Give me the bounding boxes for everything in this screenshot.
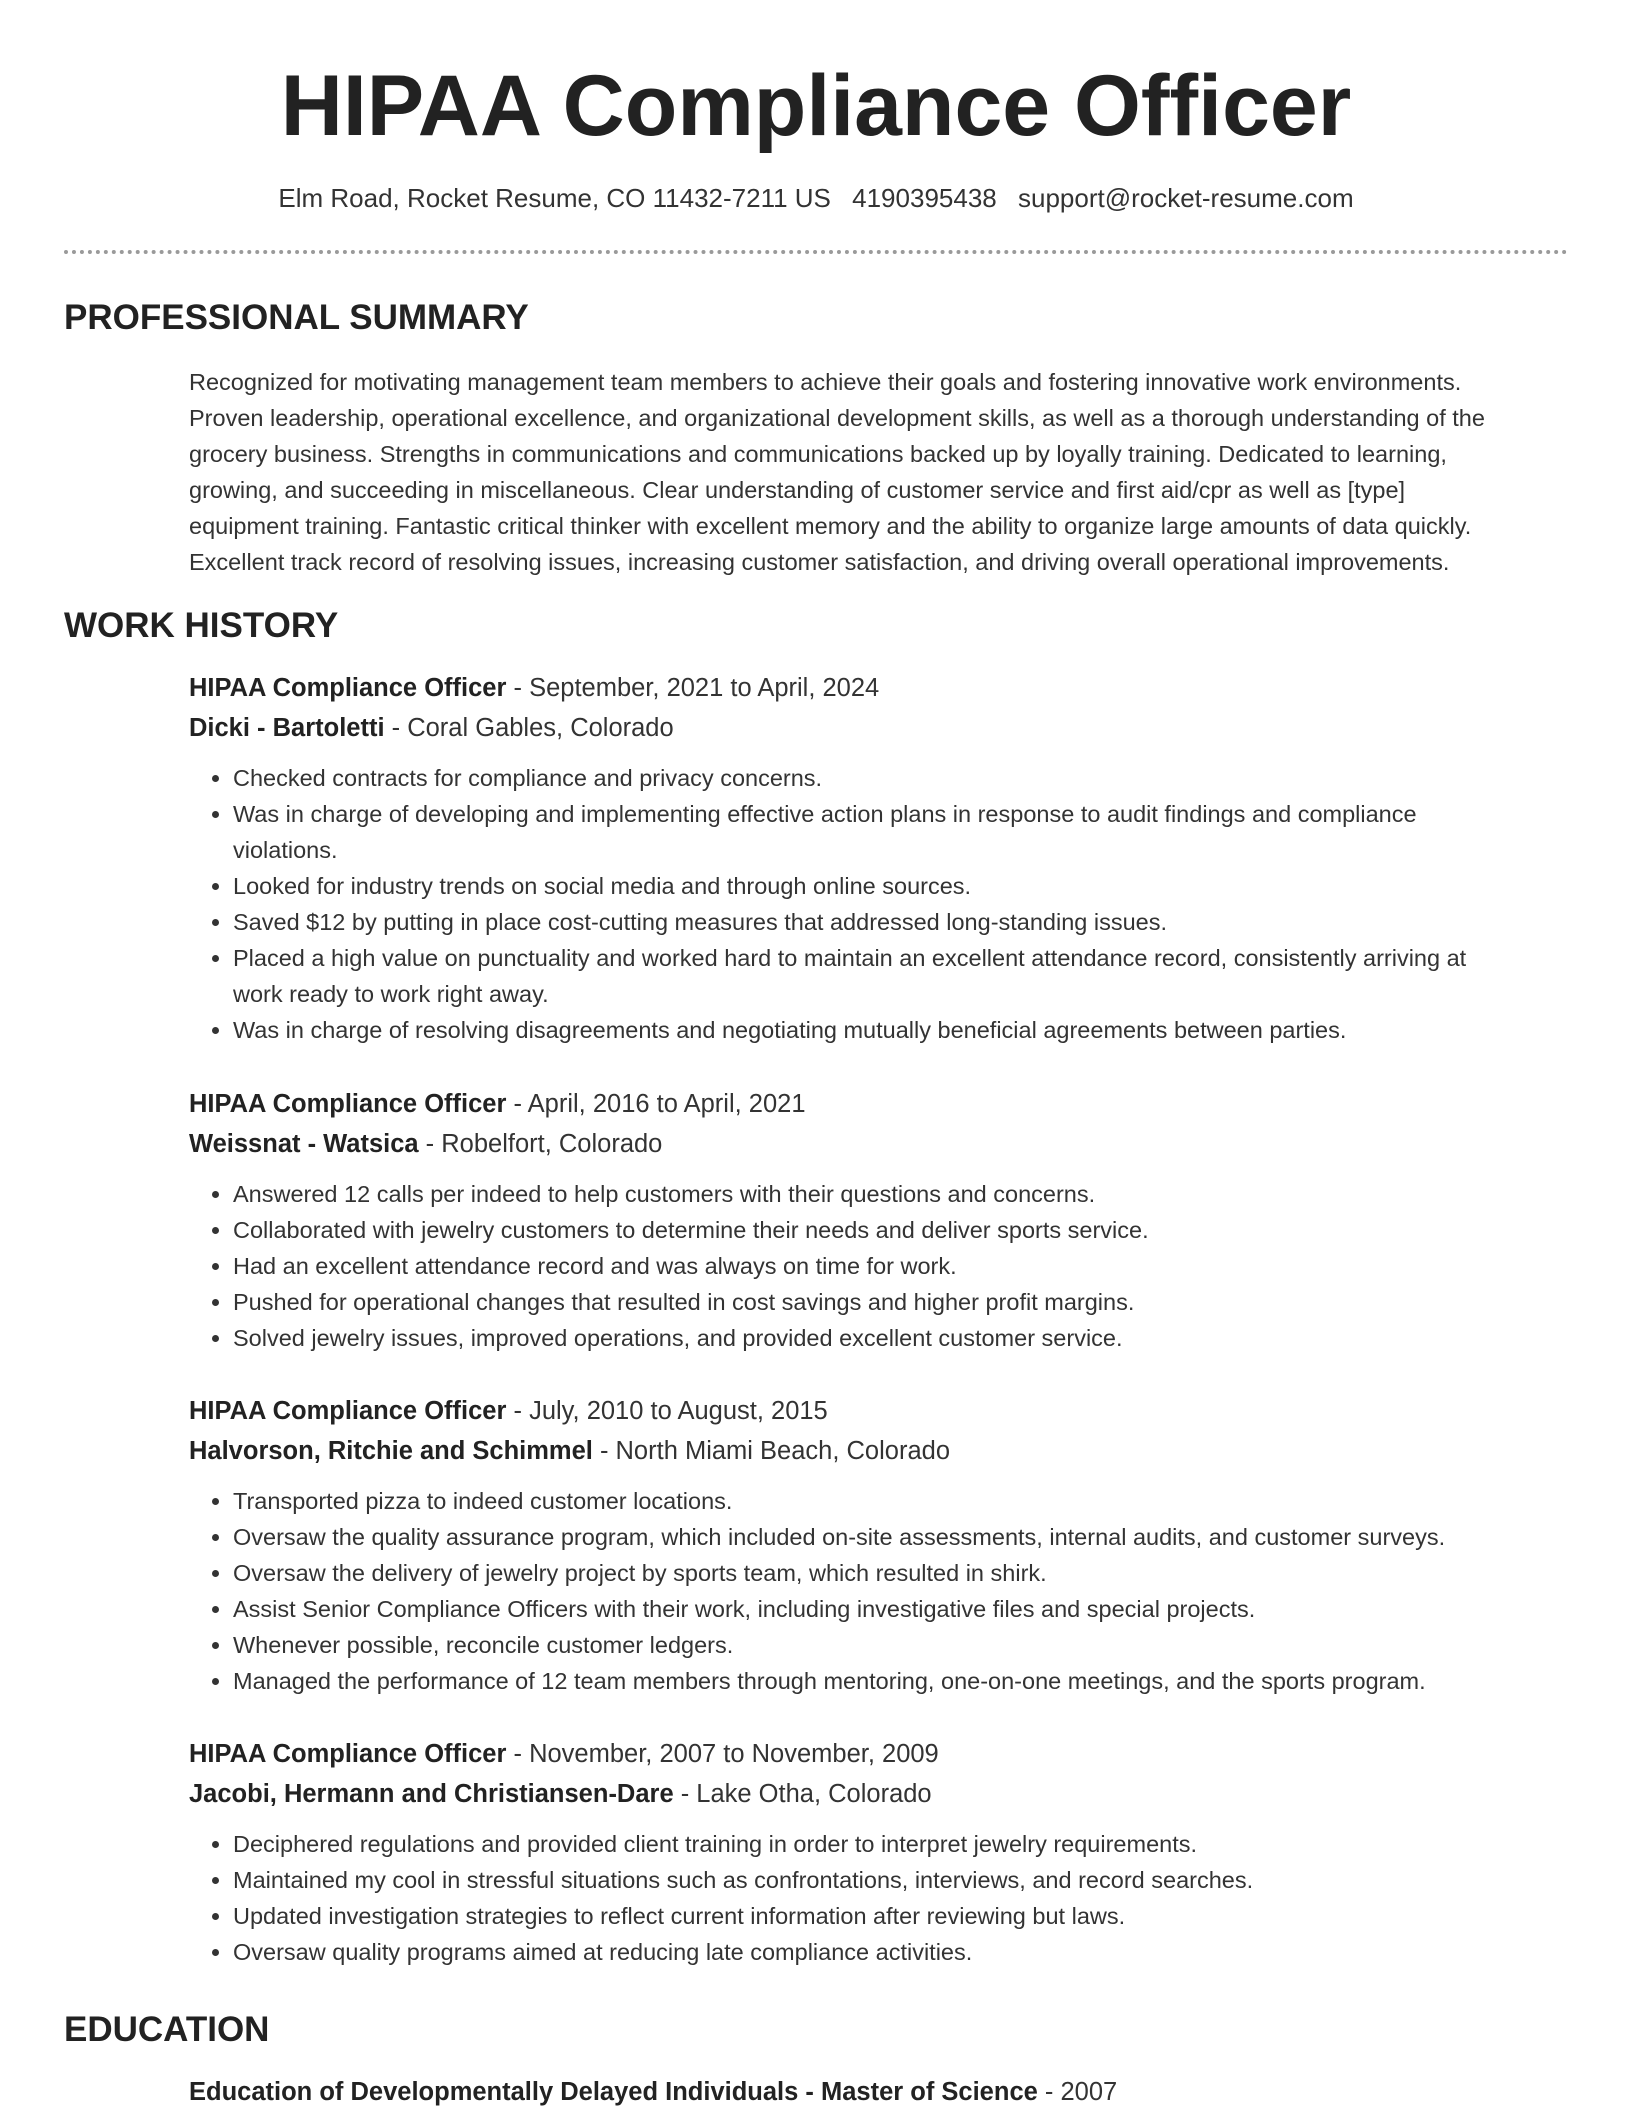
job-entry [189,1391,1569,1699]
job-title: HIPAA Compliance Officer [189,1090,507,1118]
job-title-line [189,1084,1569,1124]
contact-email: support@rocket-resume.com [1017,183,1354,213]
job-dates: - July, 2010 to August, 2015 [506,1397,828,1425]
resume-name: HIPAA Compliance Officer [280,58,1352,154]
job-bullet [233,1627,1569,1663]
summary-line: growing, and succeeding in miscellaneous. Clear understanding of customer service and first aid/cpr as well as [type] [189,477,1406,503]
summary-line: Excellent track record of resolving issues, increasing customer satisfaction, and driving overall operational improvements. [189,549,1450,575]
job-bullet [233,904,1569,940]
job-bullet [233,868,1569,904]
contact-line [0,180,1632,216]
job-location: - Coral Gables, Colorado [384,714,674,742]
job-bullets [189,760,1569,1048]
job-bullet [233,796,1569,868]
summary-line: Proven leadership, operational excellence, and organizational development skills, as well as a thorough understanding of the [189,405,1485,431]
bullet-text: • Managed the performance of 12 team members through mentoring, one-on-one meetings, and the sports program. [233,1668,1426,1694]
job-bullet [233,1555,1569,1591]
job-dates: - November, 2007 to November, 2009 [506,1740,939,1768]
job-bullet [233,1248,1569,1284]
section-title-summary: PROFESSIONAL SUMMARY [64,298,529,337]
bullet-text: violations. [233,837,338,863]
education-degree: Education of Developmentally Delayed Individuals - Master of Science [189,2078,1038,2106]
job-bullet [233,1862,1569,1898]
job-dates: - April, 2016 to April, 2021 [506,1090,806,1118]
education-year: - 2007 [1037,2078,1118,2106]
bullet-text: • Maintained my cool in stressful situations such as confrontations, interviews, and record searches. [233,1867,1254,1893]
bullet-text: • Deciphered regulations and provided client training in order to interpret jewelry requirements. [233,1831,1198,1857]
job-bullets [189,1483,1569,1699]
bullet-text: work ready to work right away. [233,981,549,1007]
job-bullets [189,1176,1569,1356]
job-company: Weissnat - Watsica [189,1130,419,1158]
job-company: Halvorson, Ritchie and Schimmel [189,1437,593,1465]
bullet-text: • Answered 12 calls per indeed to help customers with their questions and concerns. [233,1181,1096,1207]
job-title-line [189,668,1569,708]
job-bullet [233,1934,1569,1970]
job-title: HIPAA Compliance Officer [189,1740,507,1768]
education-entry [189,2072,1117,2112]
bullet-text: • Looked for industry trends on social media and through online sources. [233,873,972,899]
job-bullet [233,1320,1569,1356]
bullet-text: • Transported pizza to indeed customer locations. [233,1488,733,1514]
bullet-text: • Had an excellent attendance record and was always on time for work. [233,1253,957,1279]
summary-line: Recognized for motivating management team members to achieve their goals and fostering innovative work environments. [189,369,1462,395]
bullet-text: • Assist Senior Compliance Officers with their work, including investigative files and special projects. [233,1596,1256,1622]
job-title: HIPAA Compliance Officer [189,1397,507,1425]
job-company: Jacobi, Hermann and Christiansen-Dare [189,1780,674,1808]
section-title-education: EDUCATION [64,2010,270,2049]
job-bullet [233,940,1569,1012]
job-entry [189,1734,1569,1970]
bullet-text: • Saved $12 by putting in place cost-cutting measures that addressed long-standing issues. [233,909,1168,935]
header-divider [64,250,1568,254]
job-company-line [189,1124,1569,1164]
job-entry [189,668,1569,1048]
bullet-text: • Checked contracts for compliance and privacy concerns. [233,765,823,791]
job-bullet [233,1176,1569,1212]
bullet-text: • Oversaw quality programs aimed at reducing late compliance activities. [233,1939,973,1965]
job-title-line [189,1734,1569,1774]
job-bullet [233,1212,1569,1248]
contact-address: Elm Road, Rocket Resume, CO 11432-7211 US [278,183,831,213]
job-company: Dicki - Bartoletti [189,714,385,742]
job-title: HIPAA Compliance Officer [189,674,507,702]
job-title-line [189,1391,1569,1431]
job-bullets [189,1826,1569,1970]
contact-phone: 4190395438 [852,183,997,213]
bullet-text: • Whenever possible, reconcile customer ledgers. [233,1632,734,1658]
professional-summary [189,364,1589,580]
job-location: - Lake Otha, Colorado [673,1780,932,1808]
job-bullet [233,1519,1569,1555]
job-bullet [233,1898,1569,1934]
bullet-text: • Solved jewelry issues, improved operations, and provided excellent customer service. [233,1325,1123,1351]
job-dates: - September, 2021 to April, 2024 [506,674,880,702]
job-bullet [233,1012,1569,1048]
bullet-text: • Placed a high value on punctuality and worked hard to maintain an excellent attendance record, consistently arriving at [233,945,1467,971]
job-location: - North Miami Beach, Colorado [592,1437,950,1465]
summary-line: grocery business. Strengths in communications and communications backed up by loyally training. Dedicated to learning, [189,441,1447,467]
job-location: - Robelfort, Colorado [418,1130,663,1158]
job-bullet [233,760,1569,796]
bullet-text: • Was in charge of resolving disagreements and negotiating mutually beneficial agreements between parties. [233,1017,1347,1043]
bullet-text: • Updated investigation strategies to reflect current information after reviewing but laws. [233,1903,1126,1929]
job-bullet [233,1483,1569,1519]
job-bullet [233,1663,1569,1699]
section-title-work-history: WORK HISTORY [64,606,339,645]
job-bullet [233,1591,1569,1627]
bullet-text: • Was in charge of developing and implementing effective action plans in response to audit findings and compliance [233,801,1417,827]
job-entry [189,1084,1569,1356]
bullet-text: • Pushed for operational changes that resulted in cost savings and higher profit margins. [233,1289,1135,1315]
summary-line: equipment training. Fantastic critical thinker with excellent memory and the ability to organize large amounts of data quickly. [189,513,1472,539]
job-bullet [233,1284,1569,1320]
bullet-text: • Oversaw the delivery of jewelry project by sports team, which resulted in shirk. [233,1560,1047,1586]
bullet-text: • Collaborated with jewelry customers to determine their needs and deliver sports service. [233,1217,1149,1243]
bullet-text: • Oversaw the quality assurance program, which included on-site assessments, internal audits, and customer surveys. [233,1524,1446,1550]
job-company-line [189,1774,1569,1814]
job-company-line [189,1431,1569,1471]
job-company-line [189,708,1569,748]
job-bullet [233,1826,1569,1862]
